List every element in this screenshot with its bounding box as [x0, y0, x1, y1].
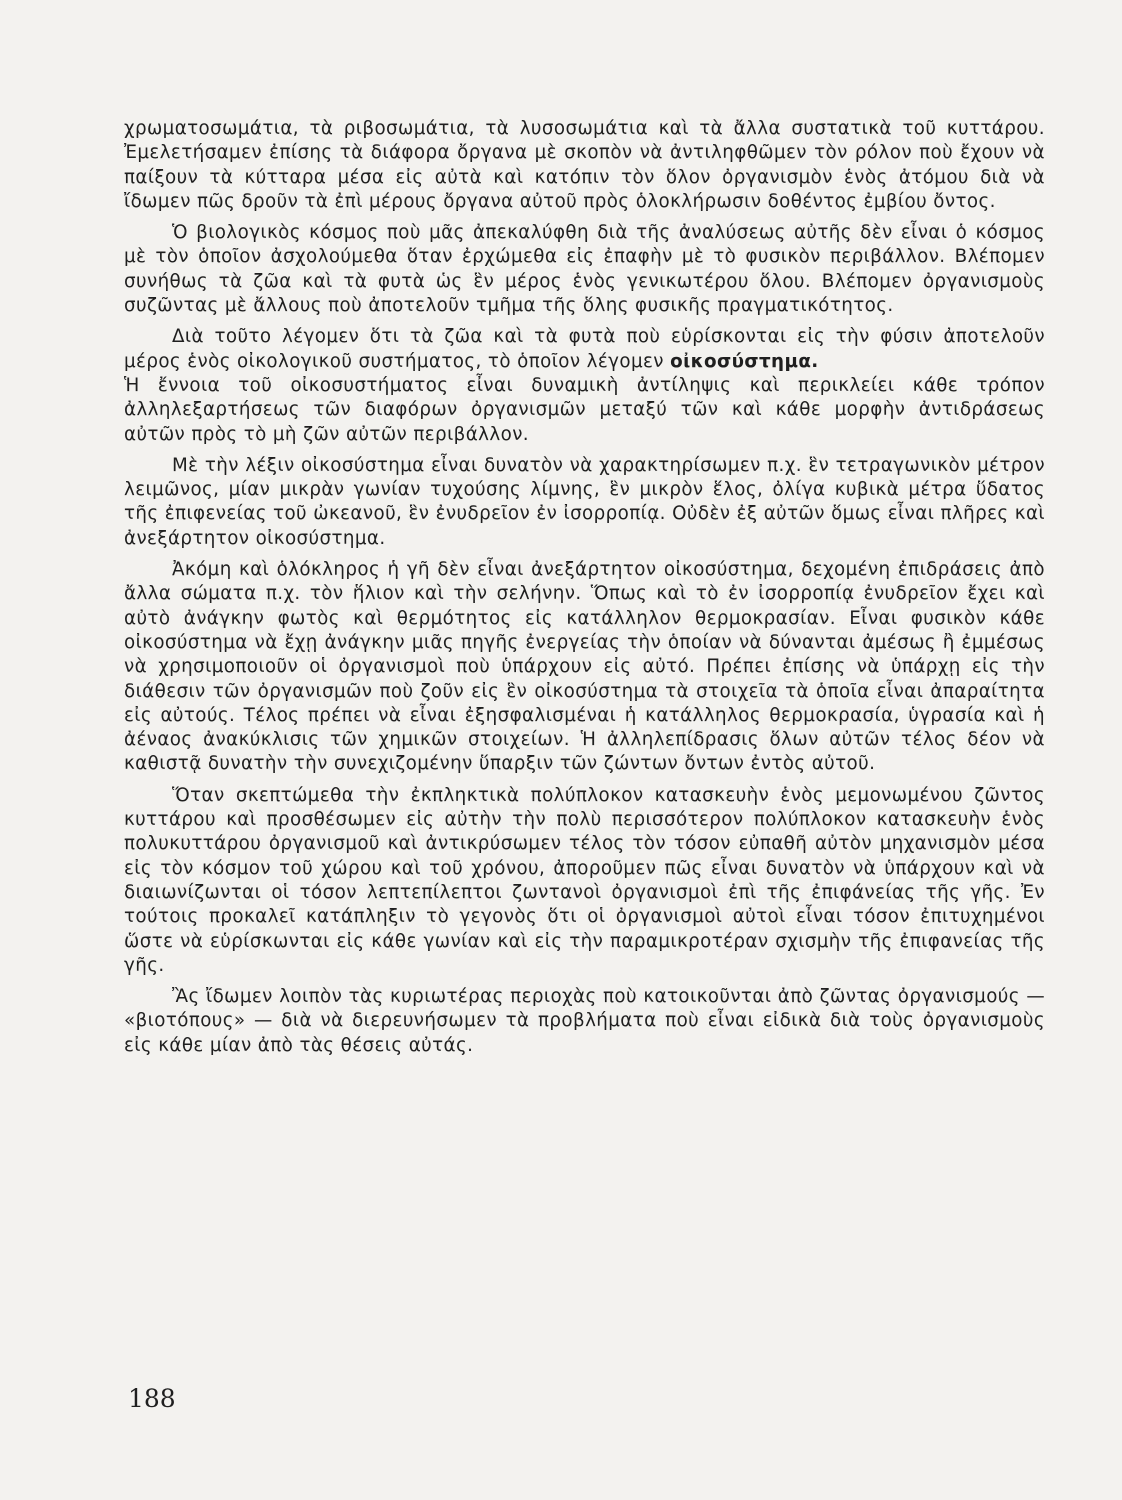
paragraph-8: Ἂς ἴδωμεν λοιπὸν τὰς κυριωτέρας περιοχὰς ποὺ κατοικοῦνται ἀπὸ ζῶντας ὀργανισμούς — «βιοτόπους» — διὰ νὰ διερευνήσωμεν τὰ προβλήματα ποὺ εἶναι εἰδικὰ διὰ τοὺς ὀργανισμοὺς εἰς κάθε μίαν ἀπὸ τὰς θέσεις αὐτάς.: [124, 986, 1045, 1056]
paragraph-4: Ἡ ἔννοια τοῦ οἰκοσυστήματος εἶναι δυναμικὴ ἀντίληψις καὶ περικλείει κάθε τρόπον ἀλληλεξαρτήσεως τῶν διαφόρων ὀργανισμῶν μεταξύ τῶν καὶ κάθε μορφὴν ἀντιδράσεως αὐτῶν πρὸς τὸ μὴ ζῶν αὐτῶν περιβάλλον.: [124, 374, 1045, 445]
page-number: 188: [128, 1384, 176, 1413]
paragraph-3: [124, 325, 1045, 374]
paragraph-5: Μὲ τὴν λέξιν οἰκοσύστημα εἶναι δυνατὸν νὰ χαρακτηρίσωμεν π.χ. ἓν τετραγωνικὸν μέτρον λειμῶνος, μίαν μικρὰν γωνίαν τυχούσης λίμνης, ἓν μικρὸν ἕλος, ὀλίγα κυβικὰ μέτρα ὕδατος τῆς ἐπιφενείας τοῦ ὠκεανοῦ, ἓν ἐνυδρεῖον ἐν ἰσορροπίᾳ. Οὐδὲν ἐξ αὐτῶν ὅμως εἶναι πλῆρες καὶ ἀνεξάρτητον οἰκοσύστημα.: [124, 454, 1045, 549]
body-text: [124, 117, 1045, 1065]
paragraph-1: χρωματοσωμάτια, τὰ ριβοσωμάτια, τὰ λυσοσωμάτια καὶ τὰ ἄλλα συστατικὰ τοῦ κυττάρου. Ἐμελετήσαμεν ἐπίσης τὰ διάφορα ὄργανα μὲ σκοπὸν νὰ ἀντιληφθῶμεν τὸν ρόλον ποὺ ἔχουν νὰ παίξουν τὰ κύτταρα μέσα εἰς αὐτὰ καὶ κατόπιν τὸν ὅλον ὀργανισμὸν ἑνὸς ἀτόμου διὰ νὰ ἴδωμεν πῶς δροῦν τὰ ἐπὶ μέρους ὄργανα αὐτοῦ πρὸς ὁλοκλήρωσιν δοθέντος ἐμβίου ὄντος.: [124, 118, 1045, 212]
paragraph-7: Ὅταν σκεπτώμεθα τὴν ἐκπληκτικὰ πολύπλοκον κατασκευὴν ἑνὸς μεμονωμένου ζῶντος κυττάρου καὶ προσθέσωμεν εἰς αὐτὴν τὴν πολὺ περισσότερον πολύπλοκον κατασκευὴν ἑνὸς πολυκυττάρου ὀργανισμοῦ καὶ ἀντικρύσωμεν τέλος τὸν τόσον εὐπαθῆ αὐτὸν μηχανισμὸν μέσα εἰς τὸν κόσμον τοῦ χώρου καὶ τοῦ χρόνου, ἀποροῦμεν πῶς εἶναι δυνατὸν νὰ ὑπάρχουν καὶ νὰ διαιωνίζωνται οἱ τόσον λεπτεπίλεπτοι ζωντανοὶ ὀργανισμοὶ ἐπὶ τῆς ἐπιφάνείας τῆς γῆς. Ἐν τούτοις προκαλεῖ κατάπληξιν τὸ γεγονὸς ὅτι οἱ ὀργανισμοὶ αὐτοὶ εἶναι τόσον ἐπιτυχημένοι ὥστε νὰ εὑρίσκωνται εἰς κάθε γωνίαν καὶ εἰς τὴν παραμικροτέραν σχισμὴν τῆς ἐπιφανείας τῆς γῆς.: [124, 784, 1045, 976]
paragraph-6: Ἀκόμη καὶ ὁλόκληρος ἡ γῆ δὲν εἶναι ἀνεξάρτητον οἰκοσύστημα, δεχομένη ἐπιδράσεις ἀπὸ ἄλλα σώματα π.χ. τὸν ἥλιον καὶ τὴν σελήνην. Ὅπως καὶ τὸ ἐν ἰσορροπίᾳ ἐνυδρεῖον ἔχει καὶ αὐτὸ ἀνάγκην φωτὸς καὶ θερμότητος εἰς κατάλληλον θερμοκρασίαν. Εἶναι φυσικὸν κάθε οἰκοσύστημα νὰ ἔχῃ ἀνάγκην μιᾶς πηγῆς ἐνεργείας τὴν ὁποίαν νὰ δύνανται ἀμέσως ἢ ἐμμέσως νὰ χρησιμοποιοῦν οἱ ὀργανισμοὶ ποὺ ὑπάρχουν εἰς αὐτό. Πρέπει ἐπίσης νὰ ὑπάρχῃ εἰς τὴν διάθεσιν τῶν ὀργανισμῶν ποὺ ζοῦν εἰς ἓν οἰκοσύστημα τὰ στοιχεῖα τὰ ὁποῖα εἶναι ἀπαραίτητα εἰς αὐτούς. Τέλος πρέπει νὰ εἶναι ἐξησφαλισμέναι ἡ κατάλληλος θερμοκρασία, ὑγρασία καὶ ἡ ἀέναος ἀνακύκλισις τῶν χημικῶν στοιχείων. Ἡ ἀλληλεπίδρασις ὅλων αὐτῶν τέλος δέον νὰ καθιστᾷ δυνατὴν τὴν συνεχιζομένην ὕπαρξιν τῶν ζώντων ὄντων ἐντὸς αὐτοῦ.: [124, 559, 1045, 775]
keyword-ecosystem: οἰκοσύστημα.: [670, 350, 819, 372]
paragraph-2: Ὁ βιολογικὸς κόσμος ποὺ μᾶς ἀπεκαλύφθη διὰ τῆς ἀναλύσεως αὐτῆς δὲν εἶναι ὁ κόσμος μὲ τὸν ὁποῖον ἀσχολούμεθα ὅταν ἐρχώμεθα εἰς ἐπαφὴν μὲ τὸ φυσικὸν περιβάλλον. Βλέπομεν συνήθως τὰ ζῶα καὶ τὰ φυτὰ ὡς ἓν μέρος ἑνὸς γενικωτέρου ὅλου. Βλέπομεν ὀργανισμοὺς συζῶντας μὲ ἄλλους ποὺ ἀποτελοῦν τμῆμα τῆς ὅλης φυσικῆς πραγματικότητος.: [124, 222, 1045, 317]
paragraph-3-text: Διὰ τοῦτο λέγομεν ὅτι τὰ ζῶα καὶ τὰ φυτὰ ποὺ εὑρίσκονται εἰς τὴν φύσιν ἀποτελοῦν μέρος ἑνὸς οἰκολογικοῦ συστήματος, τὸ ὁποῖον λέγομεν: [124, 326, 1045, 372]
